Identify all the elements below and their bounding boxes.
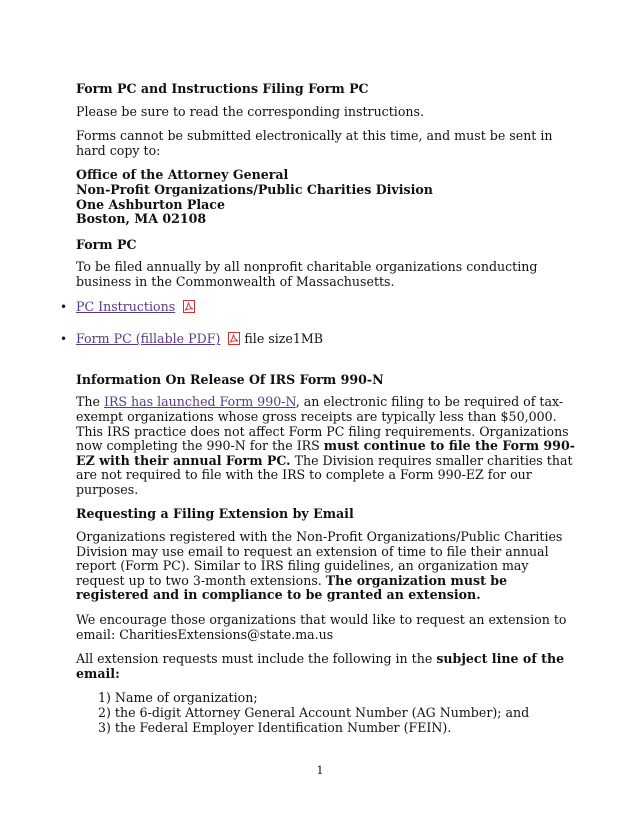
document-body <box>60 81 576 735</box>
irs-text-post: The Division requires smaller charities that are not required to file with the IRS to complete a Form 990-EZ for our purposes. <box>76 452 573 497</box>
address-line-2: Non-Profit Organizations/Public Charities Division <box>76 181 433 197</box>
irs-text-pre: The <box>76 394 104 410</box>
pdf-icon <box>183 300 195 317</box>
intro-text: Please be sure to read the corresponding instructions. <box>76 103 424 119</box>
list-item <box>60 331 576 349</box>
page-number: 1 <box>316 764 324 777</box>
bullet-icon: • <box>60 299 68 314</box>
address-line-3: One Ashburton Place <box>76 196 225 212</box>
file-size-text: file size1MB <box>244 331 324 347</box>
address-line-1: Office of the Attorney General <box>76 167 289 183</box>
pc-instructions-link[interactable]: PC Instructions <box>76 298 176 314</box>
extension-text: Organizations registered with the Non-Profit Organizations/Public Charities Division may use email to request an extension of time to file their annual report (Form PC). Similar to IRS filing guidelines, an organization may request up to two 3-month extensions. <box>76 529 563 588</box>
form-pc-text: To be filed annually by all nonprofit charitable organizations conducting business in the Commonwealth of Massachusetts. <box>76 259 538 289</box>
irs-heading: Information On Release Of IRS Form 990-N <box>76 371 384 387</box>
extension-paragraph-3 <box>76 652 576 681</box>
extension-paragraph-2: We encourage those organizations that would like to request an extension to email: CharitiesExtensions@state.ma.us <box>76 612 567 642</box>
download-list <box>60 298 576 349</box>
mailing-address <box>76 168 576 226</box>
address-line-4: Boston, MA 02108 <box>76 211 207 227</box>
page-title: Form PC and Instructions Filing Form PC <box>76 81 369 96</box>
requirements-list <box>98 691 576 735</box>
irs-990n-link[interactable]: IRS has launched Form 990-N <box>103 394 296 410</box>
extension-text-3: All extension requests must include the following in the <box>76 651 437 667</box>
list-item <box>60 298 576 317</box>
list-item: 1) Name of organization; <box>98 690 258 706</box>
extension-paragraph-1 <box>76 530 576 603</box>
extension-heading: Requesting a Filing Extension by Email <box>76 506 354 522</box>
irs-text-mid: , an electronic filing to be required of tax-exempt organizations whose gross receipts are typically less than $50,000. This IRS practice does not affect Form PC filing requirements. Organizations now completing the 990-N for the IRS <box>76 394 569 454</box>
list-item: 3) the Federal Employer Identification Number (FEIN). <box>98 719 452 735</box>
bullet-icon: • <box>60 332 68 347</box>
notice-text: Forms cannot be submitted electronically at this time, and must be sent in hard copy to: <box>76 128 553 158</box>
form-pc-heading: Form PC <box>76 236 137 252</box>
extension-text-3-bold: subject line of the email: <box>76 651 565 681</box>
form-pc-fillable-link[interactable]: Form PC (fillable PDF) <box>76 331 221 347</box>
list-item: 2) the 6-digit Attorney General Account Number (AG Number); and <box>98 705 530 720</box>
extension-text-bold: The organization must be registered and in compliance to be granted an extension. <box>76 572 508 603</box>
pdf-icon <box>228 332 240 349</box>
irs-text-bold: must continue to file the Form 990-EZ with their annual Form PC. <box>76 438 575 468</box>
irs-paragraph <box>76 395 576 497</box>
